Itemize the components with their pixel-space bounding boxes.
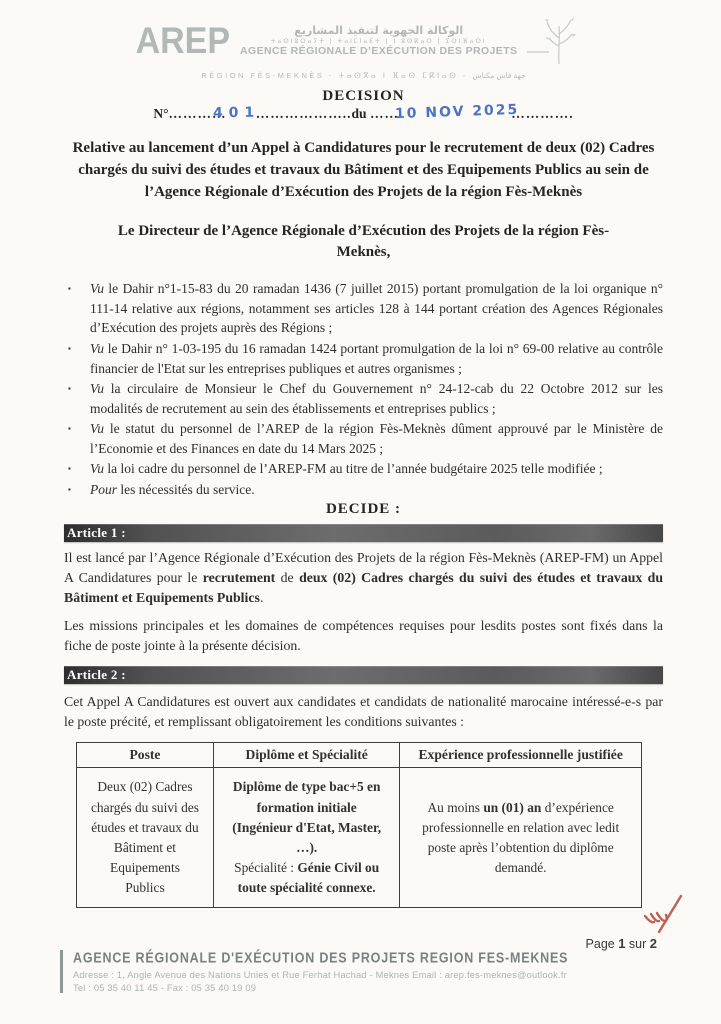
logo-french-name: AGENCE RÉGIONALE D’EXÉCUTION DES PROJETS xyxy=(240,45,518,58)
consideration-body: le statut du personnel de l’AREP de la région Fès-Meknès dûment approuvé par le Ministère de l’Economie et des Finances en date du 14 Mars 2025 ; xyxy=(90,421,663,456)
consideration-text xyxy=(90,279,663,338)
bullet-icon: ▪ xyxy=(68,424,71,434)
logo-tree-icon xyxy=(527,14,591,68)
text-run: . xyxy=(259,590,264,606)
article2-paragraph-1: Cet Appel A Candidatures est ouvert aux candidates et candidats de nationalité marocaine intéressé-e-s par le poste précité, et remplissant obligatoirement les conditions suivantes : xyxy=(64,694,663,730)
col-header-diplome: Diplôme et Spécialité xyxy=(213,743,399,768)
specialite-label: Spécialité : xyxy=(234,859,298,875)
specialite-line xyxy=(226,858,387,898)
col-header-poste: Poste xyxy=(77,743,214,768)
decision-date-stamp: 10 NOV 2025 xyxy=(394,101,520,123)
text-run: Il est lancé par l’Agence Régionale d’Exécution des Projets de la région Fès-Meknès (AREP-FM) un Appel A Candidatures pour le xyxy=(64,550,663,586)
consideration-body: le Dahir n° 1-03-195 du 16 ramadan 1424 portant promulgation de la loi n° 69-00 relative au contrôle financier de l'Etat sur les entreprises publiques et autres organismes ; xyxy=(90,340,663,376)
cell-poste: Deux (02) Cadres chargés du suivi des études et travaux du Bâtiment et Equipements Publics xyxy=(77,768,214,908)
consideration-lead: Vu xyxy=(90,461,104,477)
text-run-bold: deux (02) Cadres chargés du suivi des études et travaux du Bâtiment et Equipements Publics xyxy=(64,570,664,606)
decision-number-stamp: 401 xyxy=(212,104,260,122)
du-label: du xyxy=(351,106,367,121)
consideration-text xyxy=(90,459,663,479)
page-word: sur xyxy=(625,937,650,951)
footer-org-title: AGENCE RÉGIONALE D'EXÉCUTION DES PROJETS REGION FES-MEKNES xyxy=(73,950,569,967)
decide-heading: DECIDE : xyxy=(325,501,402,518)
consideration-lead: Vu xyxy=(90,381,104,397)
consideration-lead: Vu xyxy=(90,281,104,297)
dotted-leader: …… xyxy=(369,106,399,121)
consideration-body: les nécessités du service. xyxy=(117,481,255,497)
article1-paragraph-2: Les missions principales et les domaines de compétences requises pour lesdits postes sont fixés dans la fiche de poste jointe à la présente décision. xyxy=(64,618,663,654)
text-run: Au moins xyxy=(427,799,484,815)
logo-tifinagh-name: ⵜⴰⵙⵏⵓⵔⴰⵢⵜ | ⵜⴰⵏⵎⵏⴰⴹⵜ | ⵏ ⵓⵙⴽⴰⵔ | ⵉⵙⵏⴼⴰⵔⵏ xyxy=(270,37,487,45)
table-row xyxy=(77,768,642,908)
logo-arabic-name: الوكالة الجهوية لتنفيذ المشاريع xyxy=(294,23,464,37)
text-run-bold: un (01) an xyxy=(483,799,542,815)
consideration-item xyxy=(64,379,663,418)
article1-paragraph-1 xyxy=(64,548,663,608)
consideration-item xyxy=(64,459,663,479)
addressee-heading: Le Directeur de l’Agence Régionale d’Exécution des Projets de la région Fès-Meknès, xyxy=(117,223,610,261)
text-run-bold: recrutement xyxy=(202,570,276,586)
text-run: d’expérience professionnelle en relation avec ledit poste après l’obtention du diplôme demandé. xyxy=(422,799,620,875)
arep-logo-names xyxy=(240,24,517,58)
considerations-list xyxy=(64,279,663,499)
dotted-leader: ……………….. xyxy=(255,106,352,121)
footer-block xyxy=(60,950,648,993)
bullet-icon: ▪ xyxy=(68,464,71,474)
arep-logo-row xyxy=(136,14,592,68)
page-total: 2 xyxy=(649,936,657,951)
decision-heading: DECISION xyxy=(322,88,405,104)
conditions-table xyxy=(76,742,642,908)
cell-experience xyxy=(400,768,642,908)
consideration-lead: Pour xyxy=(90,481,117,497)
arep-logo-acronym: AREP xyxy=(135,20,231,62)
consideration-text xyxy=(90,480,663,500)
consideration-item xyxy=(64,339,663,378)
bullet-icon: ▪ xyxy=(68,484,71,494)
page-number xyxy=(586,936,657,951)
article1-label: Article 1 : xyxy=(67,525,126,541)
consideration-text xyxy=(90,419,663,458)
footer-address-line: Adresse : 1, Angle Avenue des Nations Unies et Rue Ferhat Hachad - Meknes Email : arep.fes-meknes@outlook.fr xyxy=(73,970,567,980)
bullet-icon: ▪ xyxy=(68,384,71,394)
consideration-text xyxy=(90,379,663,418)
consideration-item xyxy=(64,480,663,500)
article2-label: Article 2 : xyxy=(67,667,126,683)
consideration-body: la loi cadre du personnel de l’AREP-FM au titre de l’année budgétaire 2025 telle modifiée ; xyxy=(104,461,603,477)
arep-logo xyxy=(64,14,663,80)
consideration-item xyxy=(64,419,663,458)
cell-diplome xyxy=(213,768,399,908)
consideration-text xyxy=(90,339,663,378)
consideration-lead: Vu xyxy=(90,421,104,437)
page-current: 1 xyxy=(618,936,626,951)
dotted-leader: …………. xyxy=(511,106,574,121)
table-header-row xyxy=(77,743,642,768)
text-run: de xyxy=(275,570,300,586)
number-prefix: N° xyxy=(153,106,169,121)
decision-number-line xyxy=(64,101,663,123)
bullet-icon: ▪ xyxy=(68,284,71,294)
consideration-body: la circulaire de Monsieur le Chef du Gouvernement n° 24-12-cab du 22 Octobre 2012 sur les modalités de recrutement au sein des établissements et entreprises publics ; xyxy=(90,381,663,416)
dotted-leader: ………… xyxy=(168,106,227,121)
page-word: Page xyxy=(585,937,619,951)
consideration-body: le Dahir n°1-15-83 du 20 ramadan 1436 (7 juillet 2015) portant promulgation de la loi organique n° 111-14 relative aux régions, notamment ses articles 128 à 144 portant création des Agences Régionales d’Exécution des projets auprès des Régions ; xyxy=(90,281,663,336)
logo-region-line: RÉGION FÈS-MEKNÈS - ⵜⴰⵙⴳⴰ ⵏ ⴼⴰⵙ ⵎⴽⵏⴰⵙ - جهة فاس مكناس xyxy=(201,71,526,80)
specialite-bold-text: Génie Civil ou toute spécialité connexe. xyxy=(237,859,380,895)
consideration-item xyxy=(64,279,663,338)
col-header-experience: Expérience professionnelle justifiée xyxy=(400,743,642,768)
article2-header-bar xyxy=(64,666,663,684)
decision-subject: Relative au lancement d’un Appel à Candidatures pour le recrutement de deux (02) Cadres chargés du suivi des études et travaux du Bâtiment et des Equipements Publics au sein de l’Agence Régionale d’Exécution des Projets de la région Fès-Meknès xyxy=(72,140,655,200)
footer-tel-line: Tel : 05 35 40 11 45 - Fax : 05 35 40 19 09 xyxy=(73,983,257,993)
article1-header-bar xyxy=(64,524,663,542)
bullet-icon: ▪ xyxy=(68,343,71,353)
diplome-bold-text: Diplôme de type bac+5 en formation initiale (Ingénieur d'Etat, Master, …). xyxy=(232,779,382,855)
consideration-lead: Vu xyxy=(90,340,104,356)
